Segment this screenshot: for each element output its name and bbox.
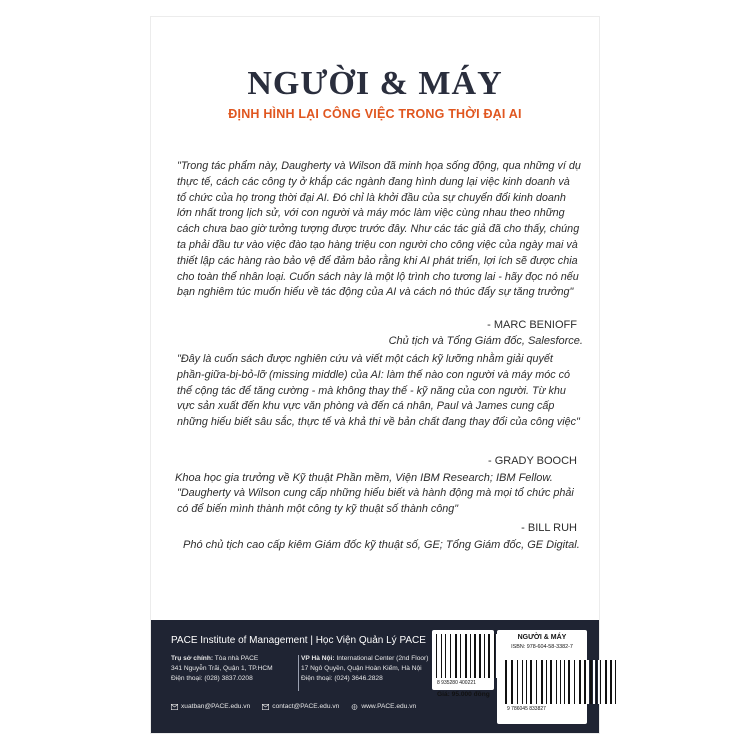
hn-line-2: 17 Ngô Quyền, Quận Hoàn Kiếm, Hà Nội (301, 665, 422, 672)
email-publishing-text: xuatban@PACE.edu.vn (181, 703, 251, 710)
barcode-stripe (528, 660, 529, 704)
publisher-name: PACE Institute of Management | Học Viện Quản Lý PACE (171, 635, 426, 646)
isbn-book-title: NGƯỜI & MÁY (517, 634, 567, 641)
barcode-stripe (553, 660, 555, 704)
quote-author-ruh: - BILL RUH (521, 522, 577, 534)
barcode-stripe (460, 634, 461, 678)
barcode-stripe (593, 660, 595, 704)
barcode-stripe (560, 660, 561, 704)
barcode-stripe (445, 634, 446, 678)
barcode-stripe (486, 634, 487, 678)
isbn-barcode (501, 656, 583, 718)
barcode-stripe (576, 660, 578, 704)
barcode-stripe (491, 634, 493, 678)
hq-line-2: 341 Nguyễn Trãi, Quận 1, TP.HCM (171, 665, 273, 672)
hn-label: VP Hà Nội: (301, 655, 335, 662)
barcode-stripe (474, 634, 476, 678)
price-barcode (432, 630, 494, 690)
website-link[interactable] (351, 703, 416, 710)
barcode-stripe (533, 660, 535, 704)
barcode-bars (505, 660, 618, 704)
quote-author-booch: - GRADY BOOCH (487, 455, 577, 467)
mail-icon (171, 704, 178, 710)
barcode-stripe (443, 634, 444, 678)
barcode-stripe (530, 660, 532, 704)
address-divider (298, 655, 299, 691)
website-text: www.PACE.edu.vn (361, 703, 417, 710)
globe-icon (351, 704, 358, 710)
barcode-stripe (514, 660, 516, 704)
barcode-stripe (546, 660, 547, 704)
book-back-cover (151, 17, 599, 733)
barcode-stripe (579, 660, 581, 704)
hn-line-3: Điện thoại: (024) 3646.2828 (301, 675, 383, 682)
barcode-stripe (610, 660, 612, 704)
barcode-stripe (450, 634, 451, 678)
barcode-stripe (477, 634, 478, 678)
isbn-box (497, 630, 587, 724)
barcode-stripe (617, 660, 618, 704)
quote-author-benioff: - MARC BENIOFF (487, 319, 577, 331)
barcode-stripe (562, 660, 563, 704)
barcode-stripe (558, 660, 559, 704)
hq-line-1: Tòa nhà PACE (214, 655, 259, 662)
barcode-stripe (447, 634, 449, 678)
hn-line-1: International Center (2nd Floor) (336, 655, 429, 662)
barcode-number: 9 786045 833827 (507, 706, 546, 712)
book-subtitle: ĐỊNH HÌNH LẠI CÔNG VIỆC TRONG THỜI ĐẠI AI (228, 107, 522, 121)
quote-role-ruh: Phó chủ tịch cao cấp kiêm Giám đốc kỹ thuật số, GE; Tổng Giám đốc, GE Digital. (183, 539, 580, 551)
barcode-stripe (505, 660, 507, 704)
barcode-stripe (458, 634, 459, 678)
barcode-number: 8 935280 400221 (437, 680, 476, 686)
barcode-stripe (613, 660, 614, 704)
barcode-stripe (465, 634, 467, 678)
barcode-stripe (550, 660, 552, 704)
quote-ruh: "Daugherty và Wilson cung cấp những hiểu biết và hành động mà mọi tổ chức phải có để biến mình thành một công ty kỹ thuật số thành công" (177, 487, 574, 515)
barcode-stripe (452, 634, 454, 678)
email-publishing[interactable] (171, 703, 250, 710)
barcode-stripe (462, 634, 464, 678)
hq-line-3: Điện thoại: (028) 3837.0208 (171, 675, 253, 682)
barcode-stripe (524, 660, 525, 704)
barcode-stripe (608, 660, 609, 704)
barcode-stripe (536, 660, 537, 704)
email-contact-text: contact@PACE.edu.vn (272, 703, 340, 710)
mail-icon (262, 704, 269, 710)
barcode-stripe (584, 660, 586, 704)
barcode-stripe (488, 634, 490, 678)
barcode-stripe (472, 634, 473, 678)
barcode-stripe (544, 660, 545, 704)
barcode-stripe (470, 634, 471, 678)
barcode-stripe (602, 660, 604, 704)
barcode-stripe (522, 660, 523, 704)
barcode-stripe (494, 634, 495, 678)
barcode-stripe (538, 660, 540, 704)
barcode-stripe (582, 660, 583, 704)
isbn-number: ISBN: 978-604-58-3382-7 (511, 644, 573, 650)
quote-role-booch: Khoa học gia trưởng về Kỹ thuật Phần mềm, Viện IBM Research; IBM Fellow. (175, 472, 553, 484)
barcode-stripe (596, 660, 597, 704)
contact-row (171, 703, 416, 710)
barcode-stripe (482, 634, 483, 678)
book-title: NGƯỜI & MÁY (247, 65, 503, 102)
barcode-stripe (541, 660, 543, 704)
barcode-stripe (600, 660, 601, 704)
barcode-stripe (441, 634, 442, 678)
barcode-stripe (556, 660, 557, 704)
barcode-stripe (571, 660, 573, 704)
hanoi-address (301, 654, 428, 684)
barcode-stripe (605, 660, 607, 704)
barcode-stripe (519, 660, 521, 704)
barcode-stripe (484, 634, 485, 678)
barcode-stripe (615, 660, 616, 704)
barcode-stripe (508, 660, 510, 704)
barcode-stripe (511, 660, 513, 704)
quote-benioff: "Trong tác phẩm này, Daugherty và Wilson đã minh họa sống động, qua những ví dụ thực tế, cách các công ty ở khắp các ngành đang hình dung lại việc kinh doanh và tổ chức của họ trong thời đại AI. Đó chỉ là khởi đầu của sự chuyển đổi kinh doanh lớn nhất trong lịch sử, với con người và máy móc làm việc cùng nhau theo những cách chưa bao giờ tưởng tượng được trước đây. Như các tác giả đã cho thấy, chúng ta phải đầu tư vào việc đào tạo hàng triệu con người cho công việc của ngày mai và thiết lập các hàng rào bảo vệ để đảm bảo rằng khi AI phát triển, lợi ích sẽ được chia cho toàn thể nhân loại. Cuốn sách này là một lộ trình cho tương lai - hãy đọc nó nếu bạn nghiêm túc muốn hiểu về tác động của AI và cách nó thúc đẩy sự tăng trưởng" (177, 160, 581, 299)
barcode-stripe (568, 660, 570, 704)
email-contact[interactable] (262, 703, 339, 710)
price-label: Giá: 95.000 đồng (437, 691, 490, 698)
barcode-stripe (564, 660, 565, 704)
barcode-stripe (455, 634, 457, 678)
publisher-footer (151, 620, 599, 733)
quote-role-benioff: Chủ tịch và Tổng Giám đốc, Salesforce. (388, 335, 583, 347)
barcode-stripe (438, 634, 440, 678)
barcode-stripe (566, 660, 567, 704)
barcode-stripe (517, 660, 518, 704)
hq-address (171, 654, 273, 684)
barcode-stripe (526, 660, 527, 704)
barcode-stripe (574, 660, 575, 704)
hq-label: Trụ sở chính: (171, 655, 214, 662)
barcode-stripe (548, 660, 549, 704)
barcode-stripe (598, 660, 599, 704)
barcode-stripe (587, 660, 589, 704)
barcode-stripe (590, 660, 592, 704)
barcode-stripe (479, 634, 481, 678)
quote-booch: "Đây là cuốn sách được nghiên cứu và viết một cách kỹ lưỡng nhằm giải quyết phần-giữa-bị-bỏ-lỡ (missing middle) của AI: làm thế nào con người và máy móc có thể cộng tác để tăng cường - mà không thay thế - kỹ năng của con người. Từ khu vực sản xuất đến khu vực văn phòng và đến cá nhân, Paul và James cung cấp những hiểu biết sâu sắc, thực tế và khả thi về bản chất đang thay đổi của công việc" (177, 353, 580, 429)
barcode-stripe (468, 634, 469, 678)
barcode-stripe (436, 634, 437, 678)
